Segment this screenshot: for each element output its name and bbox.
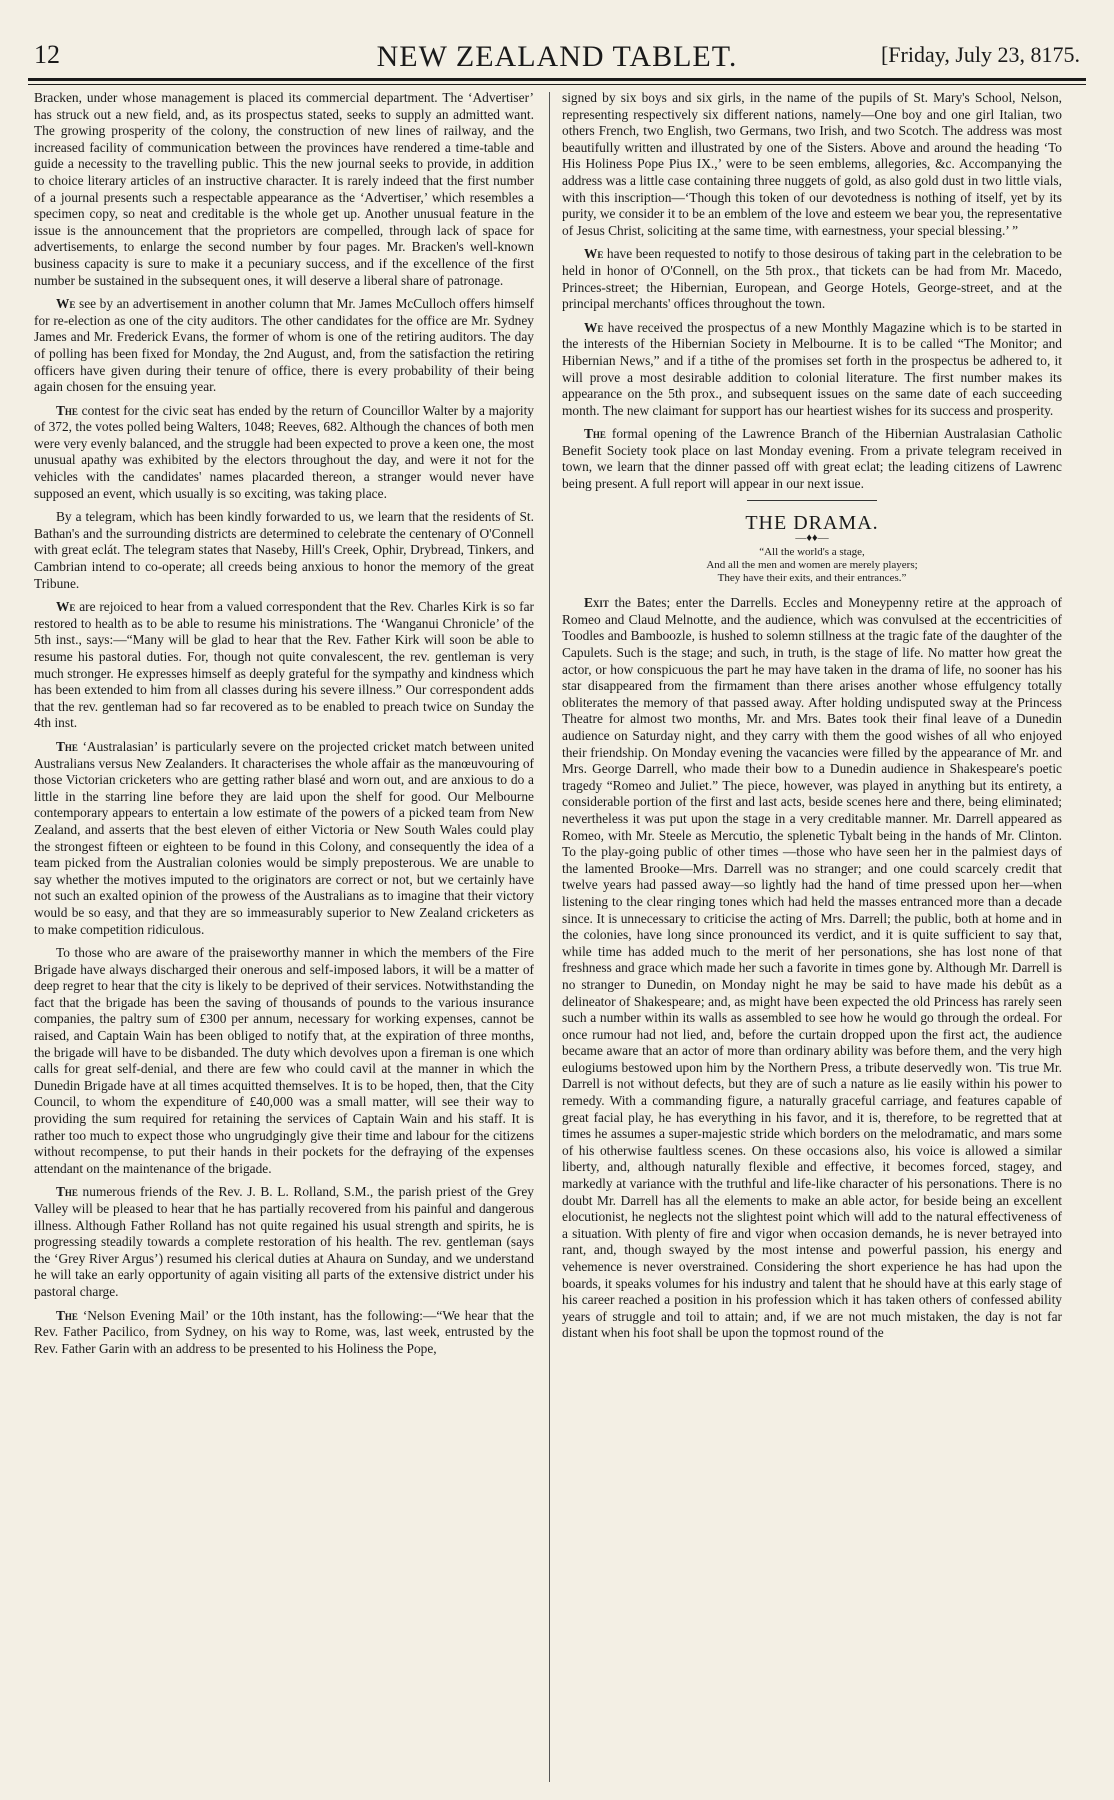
paragraph-text: ‘Nelson Evening Mail’ or the 10th instant, has the following:—“We hear that the Rev. Father Pacilico, from Sydney, on his way to Rome, was, last week, entrusted by the Rev. Father Garin with an address to be presented to his Holiness the Pope, — [34, 1307, 534, 1356]
newspaper-title: NEW ZEALAND TABLET. — [376, 40, 738, 73]
article-paragraph — [34, 599, 534, 732]
epigraph — [562, 546, 1062, 585]
paragraph-lead: We — [584, 246, 604, 262]
ornament: —♦♦— — [795, 532, 829, 545]
paragraph-text: contest for the civic seat has ended by the return of Councillor Walter by a majority of 372, the votes polled being Walters, 1048; Reeves, 682. Although the chances of both men were very evenly balanced, and the struggle had been expected to prove a keen one, the most unusual apathy was exhibited by the electors throughout the day, and were it not for the vehicles with the candidates' names placarded thereon, a stranger would never have supposed an event, which usually is so exciting, was taking place. — [34, 402, 534, 501]
paragraph-lead: The — [584, 426, 606, 442]
article-paragraph — [562, 595, 1062, 1342]
section-rule — [747, 500, 877, 501]
article-paragraph — [34, 403, 534, 503]
epigraph-line: They have their exits, and their entrances.” — [717, 572, 907, 585]
paragraph-text: ‘Australasian’ is particularly severe on the projected cricket match between united Australians versus New Zealanders. It characterises the whole affair as the manœuvouring of those Victorian cricketers who are getting rather blasé and worn out, and are anxious to do a little in the starring line before they are laid upon the shelf for good. Our Melbourne contemporary appears to entertain a low estimate of the powers of a picked team from New Zealand, and asserts that the best eleven of either Victoria or New South Wales could play the strongest fifteen or eighteen to be found in this Colony, and consequently the idea of a team picked from the Australian colonies would be simply preposterous. We are unable to say whether the motives imputed to the originators are correct or not, but we certainly have not such an exalted opinion of the prowess of the Australians as to imagine that their victory would be so easy, and that they are so immeasurably superior to New Zealand cricketers as to make competition ridiculous. — [34, 738, 534, 937]
article-paragraph: signed by six boys and six girls, in the name of the pupils of St. Mary's School, Nelson, representing respectively six different nations, namely—One boy and one girl Italian, two others French, two English, two Germans, two Irish, and two Scotch. The address was most beautifully written and illustrated by one of the Sisters. Above and around the heading ‘To His Holiness Pope Pius IX.,’ were to be seen emblems, allegories, &c. Accompanying the address was a little case containing three nuggets of gold, as also gold dust in two little vials, with this inscription—‘Though this token of our devotedness is nothing of itself, yet by its purity, we consider it to be an emblem of the love and esteem we bear you, the representative of Jesus Christ, soliciting at the same time, with earnestness, your special blessing.’ ” — [562, 90, 1062, 238]
article-paragraph — [562, 320, 1062, 420]
paragraph-text: are rejoiced to hear from a valued correspondent that the Rev. Charles Kirk is so far restored to health as to be able to resume his ministrations. The ‘Wanganui Chronicle’ of the 5th inst., says:—“Many will be glad to hear that the Rev. Father Kirk will soon be able to resume his pastoral duties. For, though not quite convalescent, the rev. gentleman is very much stronger. He expresses himself as deeply grateful for the sympathy and kindness which has been extended to him from all classes during his severe illness.” Our correspondent adds that the rev. gentleman had so far recovered as to be enabled to preach twice on Sunday the 4th inst. — [34, 599, 534, 731]
paragraph-text: numerous friends of the Rev. J. B. L. Rolland, S.M., the parish priest of the Grey Valley will be pleased to hear that he has partially recovered from his painful and dangerous illness. Although Father Rolland has not quite regained his usual strength and spirits, he is progressing steadily towards a complete restoration of his health. The rev. gentleman (says the ‘Grey River Argus’) resumed his clerical duties at Ahaura on Sunday, and we understand he will take an early opportunity of again visiting all parts of the extensive district under his pastoral charge. — [34, 1184, 534, 1299]
right-column — [562, 90, 1062, 1785]
article-paragraph — [34, 296, 534, 396]
paragraph-lead: Exit — [584, 595, 609, 611]
paragraph-lead: The — [56, 1307, 78, 1323]
paragraph-text: formal opening of the Lawrence Branch of the Hibernian Australasian Catholic Benefit Society took place on last Monday evening. From a private telegram received in town, we learn that the dinner passed off with great eclat; the leading citizens of Lawrenc being present. A full report will appear in our next issue. — [562, 426, 1062, 492]
article-paragraph: By a telegram, which has been kindly forwarded to us, we learn that the residents of St. Bathan's and the surrounding districts are determined to celebrate the centenary of O'Connell with great eclát. The telegram states that Naseby, Hill's Creek, Ophir, Drybread, Tinkers, and Cambrian intend to co-operate; all creeds being anxious to honor the memory of the great Tribune. — [34, 509, 534, 591]
paragraph-lead: The — [56, 402, 78, 418]
paragraph-lead: We — [56, 599, 76, 615]
article-paragraph — [34, 1308, 534, 1358]
paragraph-text: have been requested to notify to those desirous of taking part in the celebration to be held in honor of O'Connell, on the 5th prox., that tickets can be had from Mr. Macedo, Princes-street; the Hibernian, European, and George Hotels, George-street, and at the principal merchants' offices throughout the town. — [562, 246, 1062, 312]
column-divider — [549, 92, 550, 1782]
paragraph-lead: We — [56, 296, 76, 312]
paragraph-lead: The — [56, 738, 78, 754]
article-paragraph: Bracken, under whose management is placed its commercial department. The ‘Advertiser’ has struck out a new field, and, as its prospectus stated, seeks to supply an admitted want. The growing prosperity of the colony, the construction of new lines of railway, and the increased facility of communication between the provinces have rendered a time-table and guide a necessity to the travelling public. This the new journal seeks to provide, in addition to choice literary articles of an instructive character. It is rarely indeed that the first number of a journal presents such a respectable appearance as the ‘Advertiser,’ which resembles a specimen copy, so neat and creditable is the whole get up. Another unusual feature in the issue is the announcement that the proprietors are compelled, through lack of space for advertisements, to enlarge the second number by four pages. Mr. Bracken's well-known business capacity is sure to make it a pecuniary success, and if the excellence of the first number be sustained in the subsequent ones, it will deserve a liberal share of patronage. — [34, 90, 534, 288]
paragraph-text: have received the prospectus of a new Monthly Magazine which is to be started in the interests of the Hibernian Society in Melbourne. It is to be called “The Monitor; and Hibernian News,” and if a tithe of the promises set forth in the prospectus be adhered to, it will prove a most desirable addition to colonial literature. The first number makes its appearance on the 5th prox., and subsequent issues on the same date of each succeeding month. The new claimant for support has our heartiest wishes for its success and prosperity. — [562, 319, 1062, 418]
article-paragraph — [562, 426, 1062, 492]
paragraph-lead: The — [56, 1184, 78, 1200]
article-paragraph — [562, 246, 1062, 312]
issue-date: [Friday, July 23, 8175. — [880, 42, 1080, 67]
article-paragraph: To those who are aware of the praiseworthy manner in which the members of the Fire Brigade have always discharged their onerous and self-imposed labors, it will be a matter of deep regret to hear that the city is likely to be deprived of their services. Notwithstanding the fact that the brigade has been the saving of thousands of pounds to the various insurance companies, the paltry sum of £300 per annum, necessary for working expenses, cannot be raised, and Captain Wain has been obliged to notify that, at the expiration of three months, the brigade will have to be disbanded. The duty which devolves upon a fireman is one which calls for great self-denial, and there are few who could cavil at the manner in which the Dunedin Brigade have at all times acquitted themselves. It is to be hoped, then, that the City Council, to whom the expenditure of £40,000 was a small matter, will see their way to providing the sum required for retaining the services of Captain Wain and his staff. It is rather too much to expect those who ungrudgingly give their time and labour for the citizens without recompense, to put their hands in their pockets for the defraying of the expenses attendant on the maintenance of the brigade. — [34, 945, 534, 1176]
article-paragraph — [34, 739, 534, 938]
paragraph-text: see by an advertisement in another column that Mr. James McCulloch offers himself for re-election as one of the city auditors. The other candidates for the office are Mr. Sydney James and Mr. Frederick Evans, the former of whom is one of the retiring auditors. The day of polling has been fixed for Monday, the 2nd August, and, from the satisfaction the retiring officers have given during their tenure of office, there is every probability of their being again chosen for the ensuing year. — [34, 296, 534, 395]
left-column — [34, 90, 534, 1785]
page-number: 12 — [34, 40, 60, 69]
masthead — [28, 40, 1086, 80]
paragraph-lead: We — [584, 319, 604, 335]
section-heading-drama: THE DRAMA. — [745, 511, 879, 534]
epigraph-line: And all the men and women are merely players; — [706, 559, 918, 572]
masthead-rule-thin — [28, 84, 1086, 85]
article-paragraph — [34, 1184, 534, 1300]
paragraph-text: the Bates; enter the Darrells. Eccles and Moneypenny retire at the approach of Romeo and Claud Melnotte, and the audience, which was convulsed at the eccentricities of Toodles and Bamboozle, is hushed to solemn stillness at the tragic fate of the daughter of the Capulets. Such is the stage; and such, in truth, is the stage of life. No matter how great the actor, or how conspicuous the part he may have taken in the drama of life, no sooner has his star disappeared from the firmament than there arises another whose effulgency totally obliterates the memory of that passed away. After holding undisputed sway at the Princess Theatre for almost two months, Mr. and Mrs. Bates took their final leave of a Dunedin audience on Saturday night, and they carry with them the good wishes of all who enjoyed their friendship. On Monday evening the vacancies were filled by the appearance of Mr. and Mrs. George Darrell, who made their bow to a Dunedin audience in Shakespeare's poetic tragedy “Romeo and Juliet.” The piece, however, was played in anything but its entirety, a considerable portion of the first and last acts, beside scenes here and there, being eliminated; nevertheless it was put upon the stage in a very creditable manner. Mr. Darrell appeared as Romeo, with Mr. Steele as Mercutio, the splenetic Tybalt being in the hands of Mr. Clinton. To the play-going public of other times —those who have seen her in the palmiest days of the lamented Brooke—Mrs. Darrell was no stranger; and one could scarcely credit that twelve years had passed away—so lightly had the hand of time pressed upon her—when listening to the clear ringing tones which had held the masses entranced more than a decade since. It is unnecessary to criticise the acting of Mrs. Darrell; the public, both at home and in the colonies, have long since pronounced its verdict, and it is quite sufficient to say that, while time has added much to the merit of her personations, she has lost none of that freshness and grace which made her such a favorite in times gone by. Although Mr. Darrell is no stranger to Dunedin, on Monday night he may be said to have made his debût as a delineator of Shakespeare; and, as might have been expected the old Princess has rarely seen such a number within its walls as assembled to see how he would go through the ordeal. For once rumour had not lied, and, before the curtain dropped upon the first act, the audience became aware that an actor of more than ordinary ability was before them, and the very high eulogiums bestowed upon him by the Northern Press, a tribute deservedly won. 'Tis true Mr. Darrell is not without defects, but they are of such a nature as lie easily within his power to remedy. With a commanding figure, a naturally graceful carriage, and features capable of great facial play, he has everything in his favor, and it is, therefore, to be regretted that at times he assumes a super-majestic stride which borders on the melodramatic, and mars some of his otherwise faultless scenes. On these occasions also, his voice is allowed a similar liberty, and, although naturally flexible and effective, it becomes forced, stagey, and markedly at variance with the truthful and life-like character of his personations. There is no doubt Mr. Darrell has all the elements to make an able actor, for beside being an excellent elocutionist, he neglects not the slightest point which will add to the natural effectiveness of a situation. With plenty of fire and vigor when occasion demands, he is never betrayed into rant, and, though swayed by the most intense and powerful passion, his energy and vehemence is never overstrained. Considering the short experience he has had upon the boards, it speaks volumes for his industry and talent that he should have at this early stage of his career reached a position in his profession which it has taken others of confessed ability years of struggle and toil to attain; and, if we are not much mistaken, the day is not far distant when his foot shall be upon the topmost round of the — [562, 595, 1062, 1341]
masthead-rule-thick — [28, 78, 1086, 81]
epigraph-line: “All the world's a stage, — [759, 546, 865, 559]
